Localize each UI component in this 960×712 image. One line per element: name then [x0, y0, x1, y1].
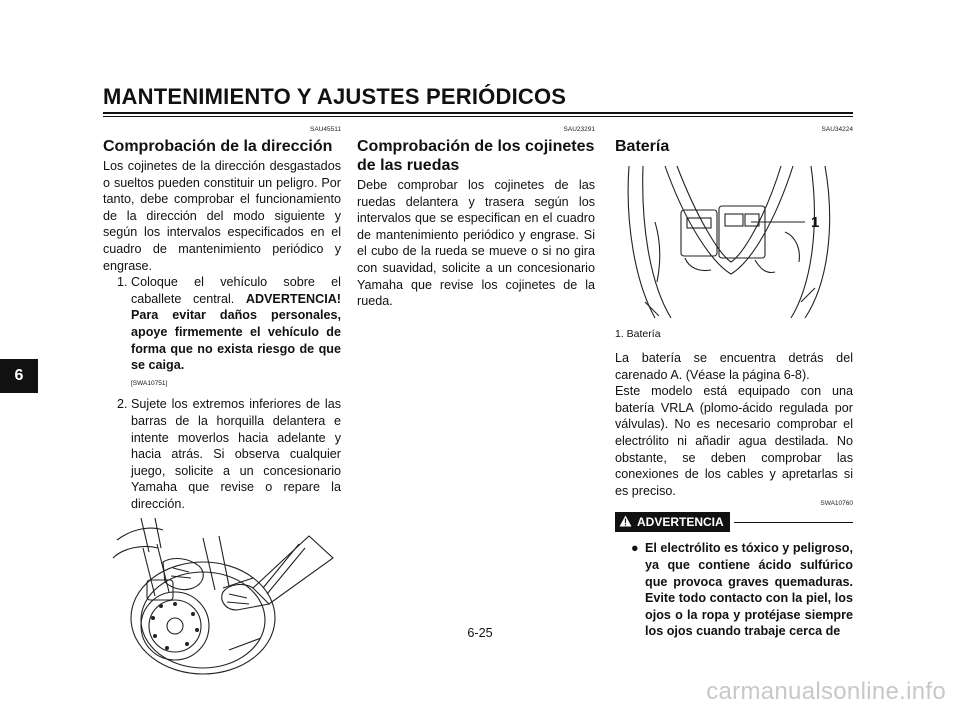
- warning-rule: [734, 522, 853, 523]
- battery-info: Este modelo está equipado con una batería VRLA (plomo-ácido regulada por válvulas). No es necesario comprobar el electrólito ni añadir agua destilada. No obstante, se deben comprobar las conexiones de los cables y apretarlas si es preciso.: [615, 384, 853, 498]
- page-number: 6-25: [467, 626, 493, 640]
- warning-label: ADVERTENCIA: [637, 515, 724, 530]
- section-heading: Batería: [615, 138, 670, 155]
- step-text: Sujete los extremos inferiores de las barras de la horquilla delantera e intente moverlos hacia adelante y hacia atrás. Si observa cualquier juego, solicite a un concesionario Yamaha que revise o repare la dirección.: [131, 397, 341, 511]
- section-code: SAU23291: [563, 126, 595, 133]
- warning-triangle-icon: [619, 515, 632, 530]
- warning-tag: [615, 512, 730, 532]
- section-body: Debe comprobar los cojinetes de las ruedas delantera y trasera según los intervalos que se especifican en el cuadro de mantenimiento periódico y engrase. Si el cubo de la rueda se mueve o si no gira con suavidad, solicite a un concesionario Yamaha que revise los cojinetes de la rueda.: [357, 178, 595, 309]
- battery-location: La batería se encuentra detrás del carenado A. (Véase la página 6-8).: [615, 351, 853, 382]
- step-number: 2.: [117, 397, 128, 412]
- warning-header: [615, 512, 853, 532]
- chapter-tab: 6: [0, 359, 38, 393]
- section-code: SAU34224: [821, 126, 853, 133]
- column-battery: [615, 126, 853, 640]
- step-text: Coloque el vehículo sobre el caballete central.: [131, 275, 341, 306]
- bullet-dot-icon: ●: [631, 541, 639, 556]
- title-rule-thin: [103, 116, 853, 117]
- warning-code: [SWA10751]: [131, 379, 168, 387]
- step-warning: ADVERTENCIA! Para evitar daños personales, apoye firmemente el vehículo de forma que no exista riesgo de que se caiga.: [131, 291, 341, 373]
- page-title: MANTENIMIENTO Y AJUSTES PERIÓDICOS: [103, 84, 567, 109]
- warning-code: SWA10760: [820, 500, 853, 508]
- battery-illustration: [615, 162, 853, 322]
- callout-number: 1: [811, 214, 820, 231]
- column-wheel-bearings: [357, 126, 595, 310]
- step-item: [103, 274, 341, 392]
- title-rule: [103, 112, 853, 114]
- step-number: 1.: [117, 275, 128, 290]
- section-intro: Los cojinetes de la dirección desgastados o sueltos pueden constituir un peligro. Por tanto, debe comprobar el funcionamiento de la dirección del modo siguiente y según los intervalos especificados en el cuadro de mantenimiento periódico y engrase.: [103, 159, 341, 273]
- figure-caption: 1. Batería: [615, 328, 661, 340]
- warning-bullet: [615, 540, 853, 640]
- section-heading: Comprobación de los cojinetes de las ruedas: [357, 138, 595, 174]
- warning-text: El electrólito es tóxico y peligroso, ya que contiene ácido sulfúrico que provoca graves quemaduras. Evite todo contacto con la piel, los ojos o la ropa y protéjase siempre los ojos cuando trabaje cerca de: [645, 541, 853, 639]
- column-steering: [103, 126, 341, 681]
- step-item: [103, 396, 341, 512]
- steering-illustration: [103, 518, 341, 681]
- section-heading: Comprobación de la dirección: [103, 138, 333, 155]
- watermark: carmanualsonline.info: [706, 678, 946, 705]
- section-code: SAU45511: [310, 126, 341, 133]
